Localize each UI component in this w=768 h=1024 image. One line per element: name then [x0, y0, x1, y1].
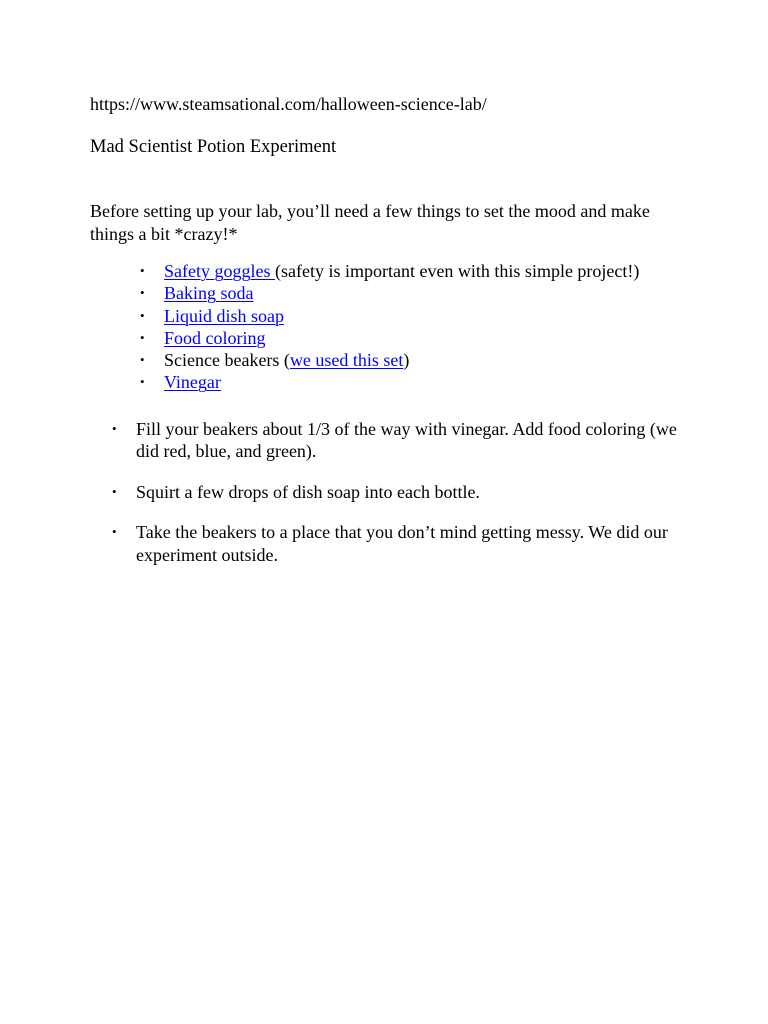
list-item [140, 349, 710, 371]
bullet-icon: • [112, 420, 117, 436]
intro-paragraph: Before setting up your lab, you’ll need a few things to set the mood and make things a bit *crazy!* [90, 201, 650, 244]
bullet-icon: • [140, 329, 145, 345]
list-item [112, 418, 696, 463]
bullet-icon: • [140, 307, 145, 323]
step-text: Fill your beakers about 1/3 of the way with vinegar. Add food coloring (we did red, blue, and green). [136, 418, 677, 462]
bullet-icon: • [140, 263, 145, 278]
document-title: Mad Scientist Potion Experiment [90, 137, 337, 157]
beaker-set-link[interactable]: we used this set [289, 350, 404, 371]
list-item [140, 282, 710, 304]
list-item [140, 327, 710, 349]
list-item [112, 481, 696, 504]
vinegar-link[interactable]: Vinegar [164, 372, 221, 393]
step-text: Squirt a few drops of dish soap into each bottle. [136, 481, 480, 502]
document-page [90, 92, 710, 584]
step-text: Take the beakers to a place that you don’t mind getting messy. We did our experiment outside. [136, 522, 668, 565]
bullet-icon: • [140, 374, 145, 390]
safety-goggles-link[interactable]: Safety goggles [164, 261, 275, 281]
baking-soda-link[interactable]: Baking soda [164, 283, 254, 304]
list-item-text: ) [403, 350, 410, 371]
food-coloring-link[interactable]: Food coloring [164, 327, 266, 348]
bullet-icon: • [112, 483, 117, 499]
source-url: https://www.steamsational.com/halloween-science-lab/ [90, 94, 487, 114]
list-item-text: Science beakers ( [164, 350, 290, 371]
steps-list [90, 418, 696, 567]
bullet-icon: • [140, 352, 145, 368]
list-item-text: (safety is important even with this simple project!) [274, 261, 640, 281]
bullet-icon: • [140, 285, 145, 301]
list-item [140, 260, 710, 282]
list-item [140, 371, 710, 393]
list-item [112, 521, 696, 566]
bullet-icon: • [112, 524, 117, 540]
liquid-dish-soap-link[interactable]: Liquid dish soap [164, 305, 284, 326]
list-item [140, 305, 710, 327]
materials-list [90, 260, 710, 394]
